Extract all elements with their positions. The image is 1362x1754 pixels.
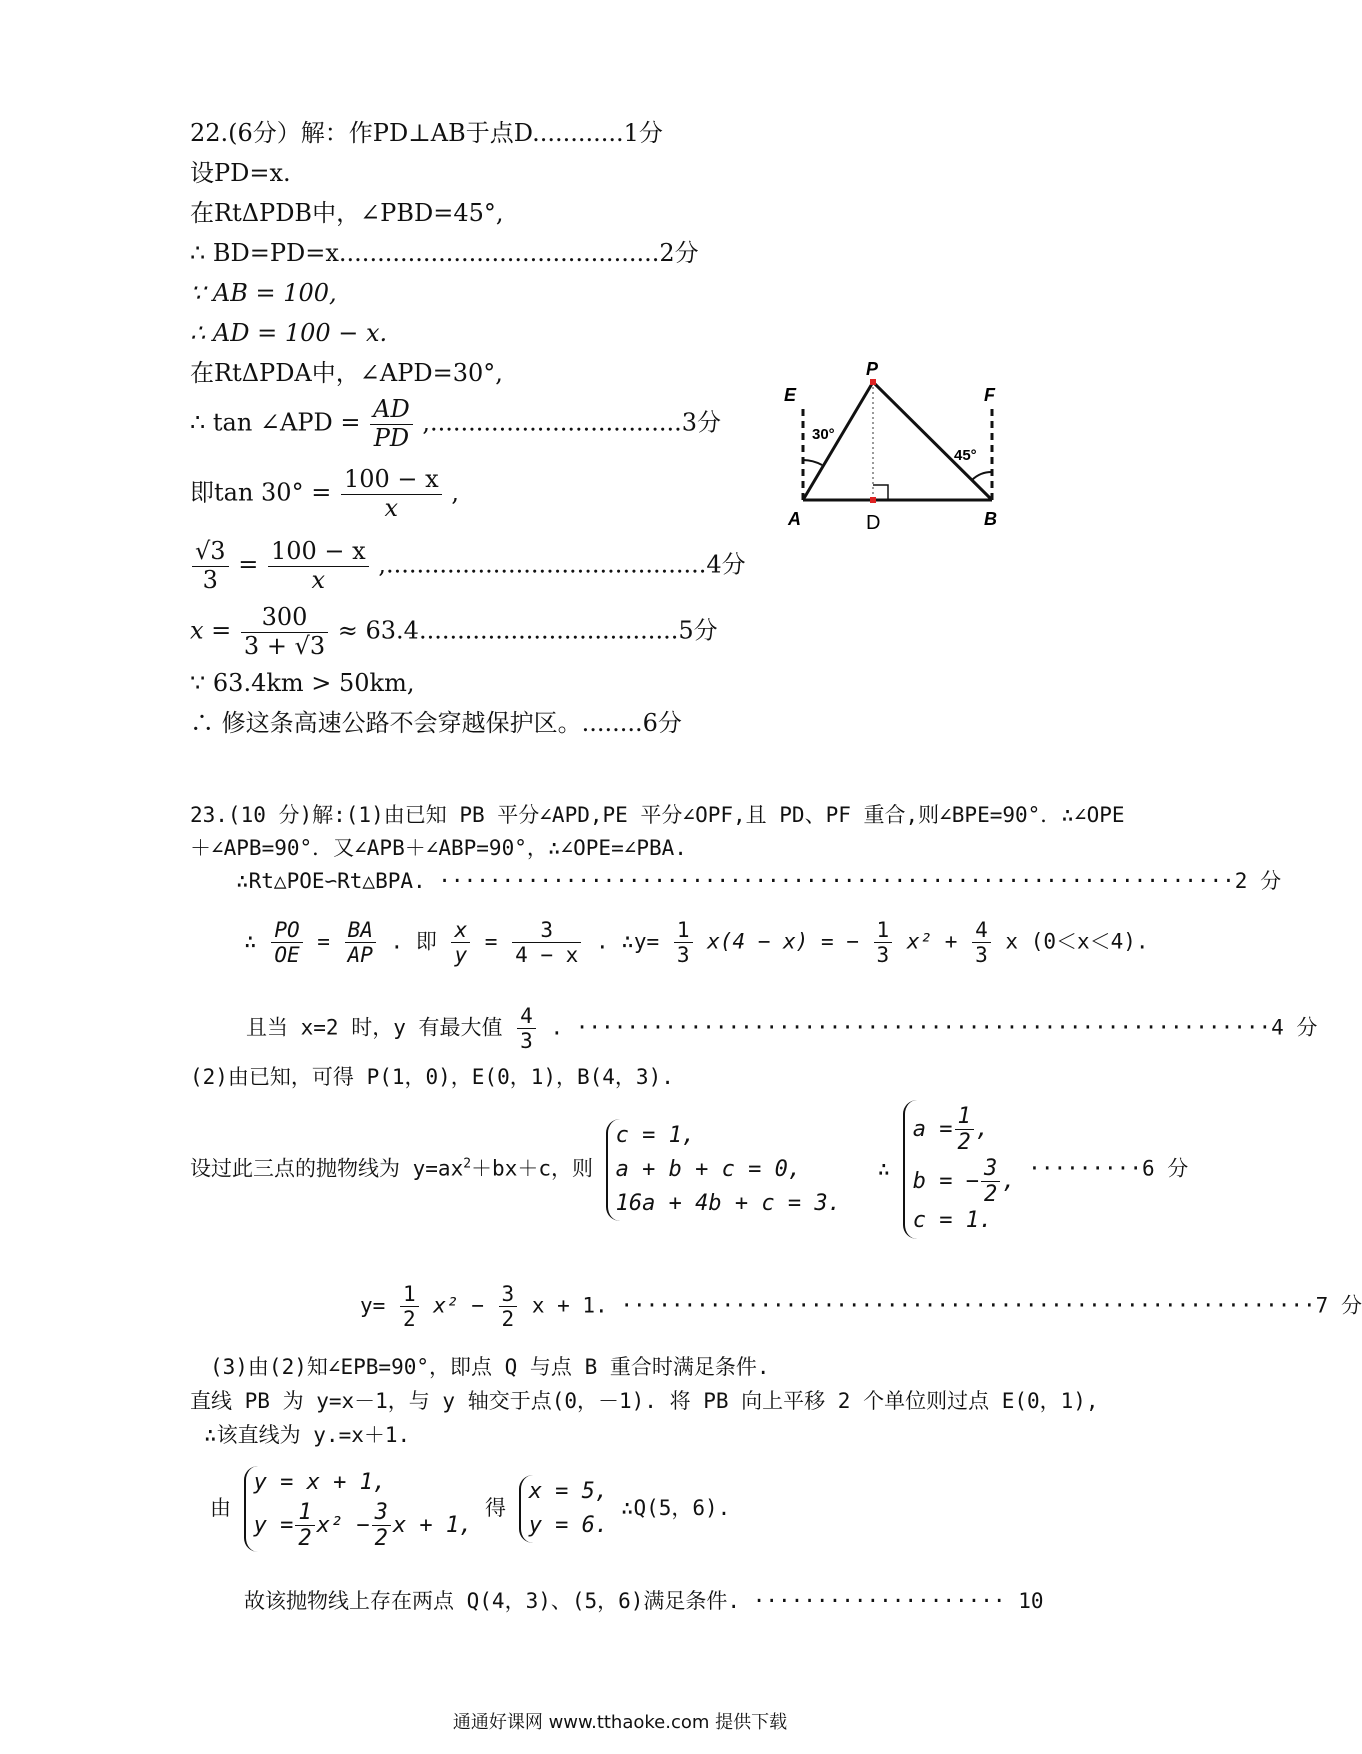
triangle-diagram — [770, 355, 1020, 535]
q22-line-6: ∴ AD = 100 − x. — [190, 319, 388, 347]
frac-num: BA — [345, 918, 376, 943]
text-ji: . 即 — [390, 929, 437, 954]
result-x: x = 5, — [528, 1478, 609, 1504]
frac-num: PO — [271, 918, 302, 943]
q23-para-4: (2)由已知，可得 P(1，0)，E(0，1)，B(4，3). — [190, 1065, 674, 1089]
fraction-4-3-max — [517, 1004, 536, 1053]
comma: , — [451, 478, 459, 507]
frac-den: 3 — [876, 943, 890, 968]
q23-para-7: ∴该直线为 y.=x＋1. — [204, 1423, 411, 1447]
frac-den: x — [384, 493, 399, 522]
fraction-100-x-2 — [268, 538, 369, 594]
score-6: ·········6 分 — [1028, 1156, 1189, 1181]
fraction-ba-ap — [345, 918, 376, 967]
frac-num: x — [451, 918, 470, 943]
q22-line-9 — [190, 466, 459, 522]
fraction-1-3-b — [874, 918, 893, 967]
fraction-ad-pd — [370, 396, 413, 452]
q22-line-1: 22.(6分）解：作PD⊥AB于点D............1分 — [190, 119, 663, 147]
score-4: . ·······················································4 分 — [550, 1015, 1318, 1040]
footer: 通通好课网 www.tthaoke.com 提供下载 — [452, 1712, 788, 1733]
therefore: ∴ — [244, 929, 257, 954]
frac-num: 3 — [512, 918, 581, 943]
fraction-sqrt3-3 — [192, 538, 229, 594]
score-7: x + 1. ·······················································7 分 — [531, 1293, 1362, 1318]
system-eq-3: 16a + 4b + c = 3. — [615, 1190, 841, 1216]
therefore-2: ∴ — [877, 1156, 891, 1181]
solution-b: b = − $\frac{3}{2}$ , — [912, 1155, 1016, 1207]
frac-den: 2 — [501, 1307, 515, 1332]
q22-line-12: ∵ 63.4km > 50km, — [190, 669, 415, 697]
q23-formula-5 — [210, 1466, 730, 1552]
q22-line-10 — [190, 538, 746, 594]
result-y: y = 6. — [528, 1512, 609, 1538]
expr-1: x(4 − x) = − — [707, 929, 859, 954]
point-q: ∴Q(5，6). — [620, 1495, 731, 1520]
frac-den: y — [454, 943, 468, 968]
label-b: B — [984, 509, 997, 529]
equals: = — [238, 550, 259, 579]
fraction-1-2 — [400, 1282, 419, 1331]
frac-num: √3 — [192, 538, 229, 567]
q22-line-7: 在RtΔPDA中，∠APD=30°, — [190, 359, 503, 387]
q23-para-5: (3)由(2)知∠EPB=90°，即点 Q 与点 B 重合时满足条件. — [210, 1355, 770, 1379]
frac-den: 2 — [402, 1307, 416, 1332]
q23-para-8: 故该抛物线上存在两点 Q(4，3)、(5，6)满足条件. ···················· 10 — [244, 1589, 1044, 1613]
fraction-3-2 — [499, 1282, 518, 1331]
q23-formula-3 — [190, 1100, 1188, 1239]
q22-line-8 — [190, 396, 721, 452]
label-p: P — [866, 359, 879, 379]
frac-den: PD — [373, 423, 410, 452]
angle-label-30: 30° — [812, 426, 835, 443]
fraction-po-oe — [271, 918, 302, 967]
frac-den: 3 — [676, 943, 690, 968]
fraction-100-x — [341, 466, 442, 522]
frac-den: 3 — [975, 943, 988, 968]
text-y-eq: . ∴y= — [595, 929, 660, 954]
frac-den: 3 — [202, 565, 218, 594]
frac-num: 4 — [972, 918, 991, 943]
angle-arc-b — [972, 472, 992, 480]
frac-num: 1 — [874, 918, 893, 943]
x-equals: x = — [190, 616, 232, 645]
frac-den: 3 + √3 — [243, 631, 326, 660]
q23-formula-1 — [244, 918, 1149, 967]
q22-line-2: 设PD=x. — [190, 159, 291, 187]
score-4: ,..........................................4分 — [378, 550, 746, 579]
frac-den: 3 — [520, 1029, 533, 1054]
frac-num: 100 − x — [268, 538, 369, 567]
expr-3: x (0＜x＜4). — [1005, 929, 1149, 954]
q22-line-13: ∴ 修这条高速公路不会穿越保护区。........6分 — [190, 709, 682, 737]
exponent: 2 — [463, 1156, 472, 1172]
label-f: F — [984, 385, 995, 405]
frac-den: AP — [347, 943, 373, 968]
q23-formula-4 — [360, 1282, 1362, 1331]
expr-2: x² + — [906, 929, 958, 954]
q22-line-5: ∵ AB = 100, — [190, 279, 337, 307]
fraction-1-3-a — [674, 918, 693, 967]
system-parabola: y = $\frac{1}{2}$ x² − $\frac{3}{2}$ x + 1, — [253, 1500, 473, 1552]
parabola-setup: 设过此三点的抛物线为 y=ax — [190, 1156, 464, 1181]
system-line: y = x + 1, — [253, 1470, 387, 1495]
equals-2: = — [484, 929, 498, 954]
fraction-3-4-x — [512, 918, 581, 967]
q23-para-2: ＋∠APB=90°．又∠APB＋∠ABP=90°，∴∠OPE=∠PBA. — [190, 836, 687, 860]
segment-pb — [873, 382, 992, 500]
label-e: E — [784, 385, 797, 405]
y-eq: y= — [360, 1293, 386, 1318]
score-3: ,.................................3分 — [422, 408, 722, 437]
frac-den: x — [311, 565, 326, 594]
tan30-lhs: 即tan 30° = — [190, 478, 332, 507]
fraction-300 — [241, 604, 328, 660]
line-parabola-system — [244, 1466, 473, 1552]
equation-system — [606, 1119, 841, 1221]
angle-label-45: 45° — [954, 447, 977, 464]
solution-system — [903, 1100, 1016, 1239]
text-de: 得 — [485, 1495, 507, 1520]
q23-formula-2 — [246, 1004, 1317, 1053]
frac-num: 1 — [400, 1282, 419, 1307]
result-system — [519, 1475, 608, 1543]
frac-den: 4 − x — [515, 943, 579, 968]
q22-line-11 — [190, 604, 718, 660]
frac-num: AD — [370, 396, 413, 425]
system-eq-2: a + b + c = 0, — [615, 1156, 802, 1182]
frac-num: 100 − x — [341, 466, 442, 495]
text-you: 由 — [210, 1495, 231, 1520]
label-a: A — [788, 509, 801, 529]
angle-arc-a — [803, 460, 822, 465]
score-5: ≈ 63.4..................................5分 — [337, 616, 718, 645]
solution-c: c = 1. — [912, 1208, 993, 1234]
frac-num: 3 — [499, 1282, 518, 1307]
q23-para-3: ∴Rt△POE∽Rt△BPA. ·······························································2 分 — [236, 869, 1282, 893]
solution-a: a = $\frac{1}{2}$ , — [912, 1104, 990, 1156]
q23-para-1: 23.(10 分)解:(1)由已知 PB 平分∠APD,PE 平分∠OPF,且 PD、PF 重合,则∠BPE=90°．∴∠OPE — [190, 803, 1125, 827]
frac-num: 300 — [241, 604, 328, 633]
max-value-text: 且当 x=2 时，y 有最大值 — [246, 1015, 503, 1040]
fraction-4-3 — [972, 918, 991, 967]
label-d: D — [866, 512, 881, 534]
frac-num: 1 — [674, 918, 693, 943]
fraction-x-y — [451, 918, 470, 967]
q22-line-3: 在RtΔPDB中，∠PBD=45°, — [190, 199, 504, 227]
frac-den: OE — [274, 943, 300, 968]
q22-line-4: ∴ BD=PD=x..........................................2分 — [190, 239, 699, 267]
tan-apd-lhs: ∴ tan ∠APD = — [190, 408, 361, 437]
x-squared-minus: x² − — [433, 1293, 484, 1318]
point-p-marker — [870, 379, 876, 385]
point-d-marker — [870, 497, 876, 503]
q23-para-6: 直线 PB 为 y=x－1，与 y 轴交于点(0，－1). 将 PB 向上平移 2 个单位则过点 E(0，1), — [190, 1389, 1099, 1413]
system-eq-1: c = 1, — [615, 1122, 696, 1148]
equals: = — [317, 929, 330, 954]
frac-num: 4 — [517, 1004, 536, 1029]
parabola-setup-2: ＋bx＋c，则 — [471, 1156, 593, 1181]
